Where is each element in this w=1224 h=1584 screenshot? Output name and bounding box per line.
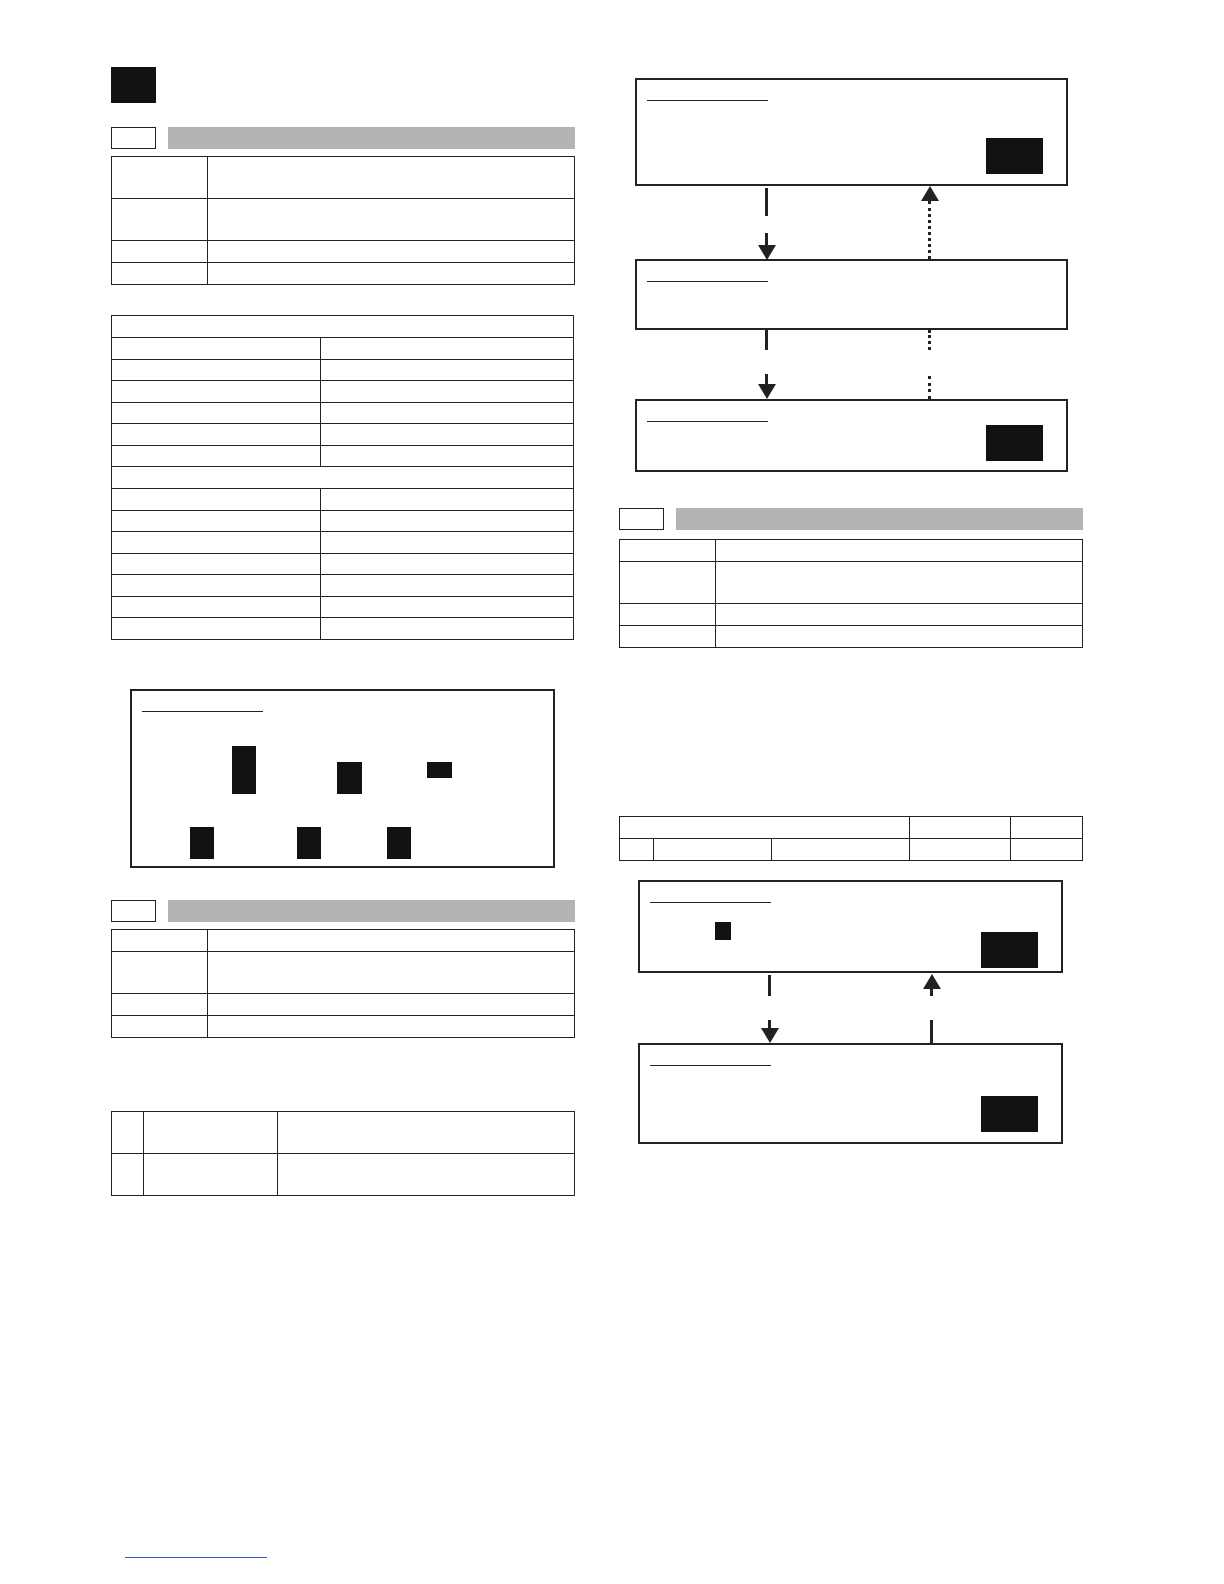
- table-cell: [112, 381, 321, 403]
- table-cell: [112, 618, 321, 640]
- table-cell: [144, 1154, 278, 1196]
- table-cell: [321, 445, 574, 467]
- display-screen: [638, 880, 1063, 973]
- block-tag: [111, 127, 156, 149]
- display-block: [297, 827, 321, 859]
- table-cell: [208, 952, 575, 994]
- up-arrow-icon: [921, 186, 939, 202]
- down-arrow-icon: [758, 384, 776, 400]
- table-cell: [112, 575, 321, 597]
- table-cell: [620, 604, 716, 626]
- down-arrow-icon: [761, 1028, 779, 1044]
- table-cell: [620, 839, 654, 861]
- table-cell: [112, 1112, 144, 1154]
- table-cell: [112, 445, 321, 467]
- display-key: [986, 425, 1043, 461]
- table-cell: [321, 532, 574, 554]
- flow-line: [930, 1020, 933, 1044]
- flow-line: [930, 988, 933, 996]
- value-table: [619, 816, 1083, 861]
- table-cell: [716, 626, 1083, 648]
- table-cell: [321, 424, 574, 446]
- display-title-underline: [647, 100, 768, 101]
- table-cell: [716, 540, 1083, 562]
- display-key: [981, 932, 1038, 968]
- display-block: [232, 746, 256, 794]
- footer-link-underline[interactable]: [125, 1557, 267, 1558]
- table-cell: [620, 562, 716, 604]
- block-title-bar: [168, 900, 575, 922]
- table-cell: [112, 596, 321, 618]
- table-group-header: [112, 467, 574, 489]
- table-cell: [321, 338, 574, 360]
- table-cell: [620, 626, 716, 648]
- settings-table: [111, 315, 574, 640]
- block-tag: [619, 508, 664, 530]
- display-key: [981, 1096, 1038, 1132]
- table-cell: [321, 553, 574, 575]
- table-cell: [278, 1154, 575, 1196]
- table-cell: [620, 540, 716, 562]
- flow-line-dotted: [928, 376, 931, 399]
- flow-line-dotted: [928, 330, 931, 350]
- table-cell: [112, 1154, 144, 1196]
- display-screen: [638, 1043, 1063, 1144]
- table-cell: [321, 381, 574, 403]
- table-cell: [112, 489, 321, 511]
- block-tag: [111, 900, 156, 922]
- table-cell: [1010, 839, 1082, 861]
- table-cell: [208, 994, 575, 1016]
- table-cell: [144, 1112, 278, 1154]
- display-block: [427, 762, 452, 778]
- display-screen: [130, 689, 555, 868]
- table-cell: [112, 402, 321, 424]
- table-cell: [112, 157, 208, 199]
- display-title-underline: [647, 421, 768, 422]
- spec-summary-table: [619, 539, 1083, 648]
- table-cell: [321, 489, 574, 511]
- block-title-bar: [676, 508, 1083, 530]
- display-block: [387, 827, 411, 859]
- display-title-underline: [647, 281, 768, 282]
- table-cell: [112, 263, 208, 285]
- table-cell: [112, 994, 208, 1016]
- table-cell: [112, 241, 208, 263]
- display-screen: [635, 259, 1068, 330]
- display-title-underline: [142, 711, 263, 712]
- table-cell: [208, 930, 575, 952]
- table-cell: [321, 359, 574, 381]
- display-title-underline: [650, 1065, 771, 1066]
- display-key: [986, 138, 1043, 174]
- table-cell: [112, 553, 321, 575]
- table-cell: [208, 199, 575, 241]
- spec-summary-table: [111, 156, 575, 285]
- table-cell: [112, 532, 321, 554]
- flow-line: [768, 975, 771, 996]
- table-cell: [278, 1112, 575, 1154]
- table-cell: [208, 241, 575, 263]
- flow-line-dotted: [928, 201, 931, 259]
- section-badge: [111, 67, 156, 103]
- table-cell: [321, 575, 574, 597]
- flow-line: [765, 188, 768, 216]
- table-group-header: [112, 316, 574, 338]
- table-cell: [321, 510, 574, 532]
- flow-line: [765, 330, 768, 350]
- table-header-cell: [620, 817, 910, 839]
- option-table: [111, 1111, 575, 1196]
- spec-summary-table: [111, 929, 575, 1038]
- table-header-cell: [910, 817, 1010, 839]
- table-cell: [112, 424, 321, 446]
- table-header-cell: [1010, 817, 1082, 839]
- table-cell: [653, 839, 771, 861]
- table-cell: [112, 199, 208, 241]
- table-cell: [321, 618, 574, 640]
- table-cell: [112, 510, 321, 532]
- table-cell: [112, 952, 208, 994]
- table-cell: [112, 359, 321, 381]
- display-screen: [635, 78, 1068, 186]
- table-cell: [910, 839, 1010, 861]
- table-cell: [112, 930, 208, 952]
- table-cell: [112, 338, 321, 360]
- table-cell: [208, 263, 575, 285]
- display-cursor: [715, 922, 731, 940]
- table-cell: [321, 402, 574, 424]
- table-cell: [208, 1016, 575, 1038]
- table-cell: [716, 604, 1083, 626]
- table-cell: [208, 157, 575, 199]
- block-title-bar: [168, 127, 575, 149]
- display-block: [337, 762, 362, 794]
- display-screen: [635, 399, 1068, 472]
- table-cell: [771, 839, 910, 861]
- table-cell: [321, 596, 574, 618]
- display-title-underline: [650, 902, 771, 903]
- display-block: [190, 827, 214, 859]
- table-cell: [112, 1016, 208, 1038]
- table-cell: [716, 562, 1083, 604]
